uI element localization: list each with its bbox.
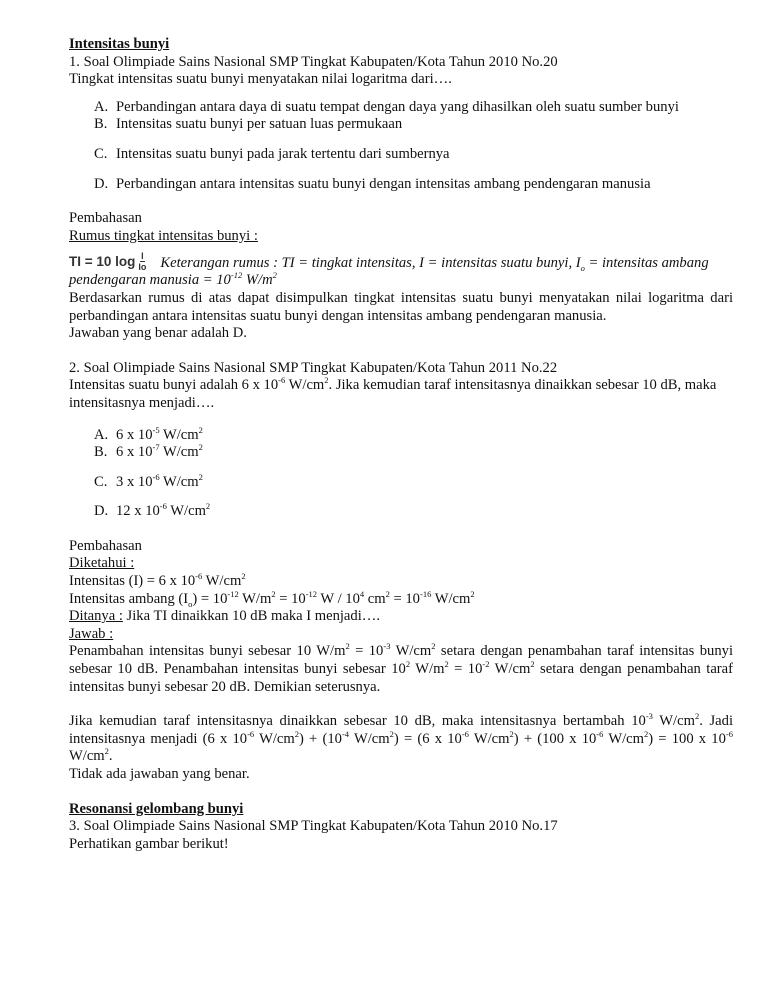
q2-diketahui-label: Diketahui : [69, 555, 135, 572]
q2-stem: Intensitas suatu bunyi adalah 6 x $10^{-6}$ $W/cm^2$. Jika kemudian taraf intensitasnya dinaikkan sebesar 10 dB, maka intensitasnya menjadi…. [69, 375, 717, 411]
q2-title: 2. Soal Olimpiade Sains Nasional SMP Tingkat Kabupaten/Kota Tahun 2011 No.22 [69, 359, 558, 376]
q1-option-b: B. Intensitas suatu bunyi per satuan luas permukaan [94, 116, 403, 133]
q3-title: 3. Soal Olimpiade Sains Nasional SMP Tingkat Kabupaten/Kota Tahun 2010 No.17 [69, 818, 558, 835]
q2-pembahasan-label: Pembahasan [69, 537, 142, 554]
q1-formula-line [69, 245, 733, 272]
ti-formula: TI = 10 log $\frac{I}{Io}$ [69, 251, 147, 273]
q2-option-c: C. 3 x $10^{-6}$ $W/cm^2$ [94, 471, 203, 490]
q1-title: 1. Soal Olimpiade Sains Nasional SMP Tingkat Kabupaten/Kota Tahun 2010 No.20 [69, 53, 558, 70]
q2-option-b: B. 6 x $10^{-7}$ $W/cm^2$ [94, 442, 203, 461]
q1-rumus-heading: Rumus tingkat intensitas bunyi : [69, 227, 258, 244]
q2-option-d: D. 12 x $10^{-6}$ $W/cm^2$ [94, 501, 211, 520]
q1-option-d: D. Perbandingan antara intensitas suatu bunyi dengan intensitas ambang pendengaran manusia [94, 175, 651, 192]
section-heading-resonansi: Resonansi gelombang bunyi [69, 800, 244, 817]
q1-keterangan: Keterangan rumus : TI = tingkat intensitas, I = intensitas suatu bunyi, $I_o$ = intensitas ambang [160, 254, 709, 273]
q1-stem: Tingkat intensitas suatu bunyi menyatakan nilai logaritma dari…. [69, 71, 452, 88]
section-heading-intensitas: Intensitas bunyi [69, 36, 170, 52]
q1-option-c: C. Intensitas suatu bunyi pada jarak tertentu dari sumbernya [94, 145, 450, 162]
q1-pembahasan-label: Pembahasan [69, 210, 142, 227]
q2-ditanya: Ditanya : Jika TI dinaikkan 10 dB maka I menjadi…. [69, 608, 380, 625]
q1-option-a: A. Perbandingan antara daya di suatu tempat dengan daya yang dihasilkan oleh suatu sumber bunyi [94, 98, 679, 115]
q2-known-intensity: Intensitas (I) = 6 x $10^{-6}$ $W/cm^2$ [69, 571, 246, 590]
q2-conclusion: Tidak ada jawaban yang benar. [69, 766, 250, 782]
q1-explanation: Berdasarkan rumus di atas dapat disimpulkan tingkat intensitas suatu bunyi menyatakan nilai logaritma dari perbandingan antara intensitas suatu bunyi dengan intensitas ambang pendengaran manusia. [69, 289, 733, 324]
q3-stem: Perhatikan gambar berikut! [69, 835, 229, 852]
q2-solution-para1: Penambahan intensitas bunyi sebesar 10 $W/m^2 = 10^{-3}$ $W/cm^2$ setara dengan penambahan taraf intensitas bunyi sebesar 10 dB. Penambahan intensitas bunyi sebesar $10^2$ $W/m^2 = 10^{-2}$ $W/cm^2$ setara dengan penambahan taraf intensitas bunyi sebesar 20 dB. Demikian seterusnya. [69, 641, 734, 695]
q1-keterangan-line2: pendengaran manusia = $10^{-12}$ $W/m^2$ [69, 270, 277, 289]
q1-options [69, 99, 733, 193]
q2-known-threshold: Intensitas ambang $(I_o) = 10^{-12}$ $W/m^2 = 10^{-12}$ W / $10^4$ $cm^2 = 10^{-16}$ $W/cm^2$ [69, 588, 475, 609]
q1-answer: Jawaban yang benar adalah D. [69, 325, 247, 342]
document-page [69, 36, 733, 853]
q2-option-a: A. 6 x $10^{-5}$ $W/cm^2$ [94, 424, 203, 443]
q2-options [69, 424, 733, 521]
q2-jawab-label: Jawab : [69, 625, 114, 642]
q2-solution-para2: Jika kemudian taraf intensitasnya dinaikkan sebesar 10 dB, maka intensitasnya bertambah $10^{-3}$ $W/cm^2$. Jadi intensitasnya menjadi (6 x $10^{-6}$ $W/cm^2) + (10^{-4}$ $W/cm^2) = (6$ x $10^{-6}$ $W/cm^2) + (100$ x $10^{-6}$ $W/cm^2) = 100$ x $10^{-6}$ $W/cm^2$. [69, 711, 734, 765]
